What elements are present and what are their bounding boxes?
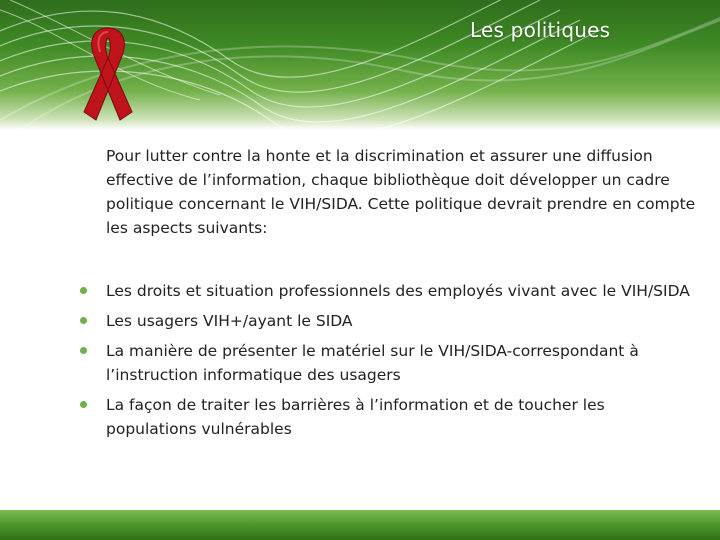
list-item — [80, 309, 700, 333]
list-item-text: Les droits et situation professionnels des employés vivant avec le VIH/SIDA — [106, 282, 690, 300]
bullet-icon — [80, 401, 87, 408]
list-item — [80, 279, 700, 303]
bullet-icon — [80, 287, 87, 294]
list-item — [80, 339, 700, 387]
list-item-text: La façon de traiter les barrières à l’information et de toucher les populations vulnérables — [106, 396, 605, 438]
list-item-text: Les usagers VIH+/ayant le SIDA — [106, 312, 353, 330]
bullet-icon — [80, 347, 87, 354]
list-item — [80, 393, 700, 441]
awareness-ribbon-icon — [78, 20, 138, 130]
slide-title: Les politiques — [470, 18, 611, 42]
bullet-icon — [80, 317, 87, 324]
bullet-list — [80, 279, 700, 447]
footer-band — [0, 510, 720, 540]
intro-paragraph: Pour lutter contre la honte et la discrimination et assurer une diffusion effective de l’information, chaque bibliothèque doit développer un cadre politique concernant le VIH/SIDA. Cette politique devrait prendre en compte les aspects suivants: — [106, 147, 696, 237]
list-item-text: La manière de présenter le matériel sur le VIH/SIDA-correspondant à l’instruction informatique des usagers — [106, 342, 639, 384]
